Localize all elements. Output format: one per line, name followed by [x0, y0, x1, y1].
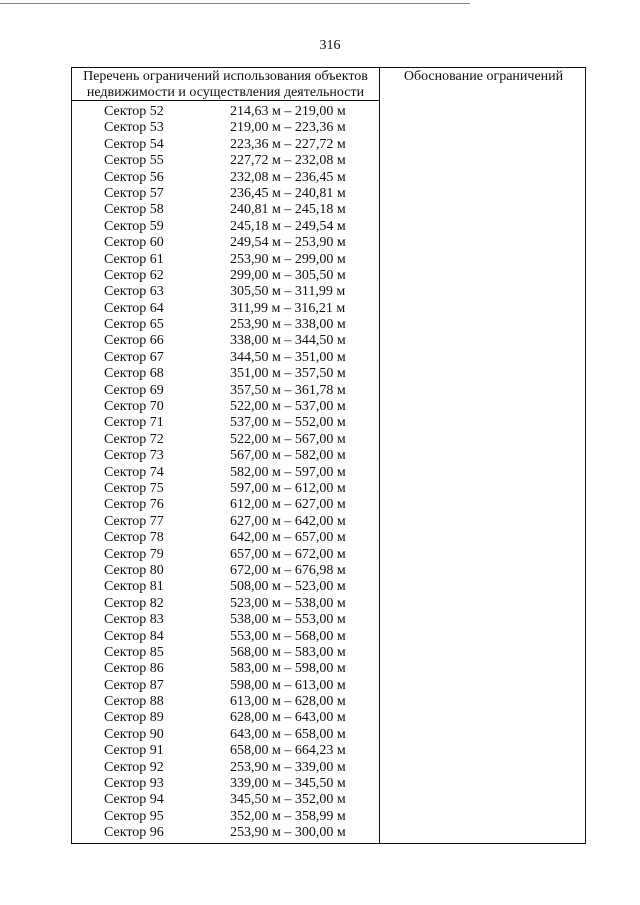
header-restrictions-list: Перечень ограничений использования объектов недвижимости и осуществления деятельности: [72, 68, 379, 101]
table-row: [72, 497, 379, 513]
table-row: [72, 219, 379, 235]
sector-range: 345,50 м – 352,00 м: [230, 792, 346, 808]
sector-name: Сектор 73: [104, 448, 164, 464]
table-row: [72, 645, 379, 661]
sector-range: 219,00 м – 223,36 м: [230, 120, 346, 136]
table-row: [72, 383, 379, 399]
sector-name: Сектор 60: [104, 235, 164, 251]
table-row: [72, 809, 379, 825]
table-row: [72, 186, 379, 202]
sector-range: 357,50 м – 361,78 м: [230, 382, 346, 398]
sector-name: Сектор 76: [104, 497, 164, 513]
table-row: [72, 629, 379, 645]
sector-range: 339,00 м – 345,50 м: [230, 776, 346, 792]
sector-range: 658,00 м – 664,23 м: [230, 743, 346, 759]
table-row: [72, 792, 379, 808]
table-row: [72, 284, 379, 300]
sector-name: Сектор 96: [104, 825, 164, 841]
table-row: [72, 104, 379, 120]
table-row: [72, 268, 379, 284]
table-row: [72, 776, 379, 792]
sector-range: 227,72 м – 232,08 м: [230, 153, 346, 169]
table-row: [72, 120, 379, 136]
page-number: 316: [319, 38, 341, 53]
column-divider: [379, 68, 380, 843]
table-row: [72, 333, 379, 349]
table-row: [72, 710, 379, 726]
table-row: [72, 760, 379, 776]
sector-name: Сектор 68: [104, 366, 164, 382]
table-row: [72, 596, 379, 612]
sector-name: Сектор 88: [104, 694, 164, 710]
table-row: [72, 137, 379, 153]
sector-name: Сектор 82: [104, 595, 164, 611]
sector-range: 522,00 м – 567,00 м: [230, 431, 346, 447]
sector-name: Сектор 86: [104, 661, 164, 677]
sector-range: 642,00 м – 657,00 м: [230, 530, 346, 546]
sector-range: 352,00 м – 358,99 м: [230, 808, 346, 824]
sector-range: 553,00 м – 568,00 м: [230, 628, 346, 644]
table-row: [72, 727, 379, 743]
sector-range: 643,00 м – 658,00 м: [230, 726, 346, 742]
table-row: [72, 350, 379, 366]
table-row: [72, 317, 379, 333]
sector-name: Сектор 85: [104, 644, 164, 660]
table-row: [72, 366, 379, 382]
table-row: [72, 235, 379, 251]
sector-range: 299,00 м – 305,50 м: [230, 267, 346, 283]
sector-range: 249,54 м – 253,90 м: [230, 235, 346, 251]
sector-name: Сектор 87: [104, 677, 164, 693]
sector-name: Сектор 90: [104, 726, 164, 742]
sector-name: Сектор 65: [104, 317, 164, 333]
sector-name: Сектор 72: [104, 431, 164, 447]
table-row: [72, 170, 379, 186]
table-row: [72, 563, 379, 579]
sector-range: 538,00 м – 553,00 м: [230, 612, 346, 628]
sector-name: Сектор 53: [104, 120, 164, 136]
table-row: [72, 514, 379, 530]
sector-range: 657,00 м – 672,00 м: [230, 546, 346, 562]
sector-range: 582,00 м – 597,00 м: [230, 464, 346, 480]
sector-name: Сектор 55: [104, 153, 164, 169]
restrictions-table: [71, 67, 586, 844]
table-row: [72, 481, 379, 497]
table-row: [72, 694, 379, 710]
sector-name: Сектор 52: [104, 104, 164, 119]
sector-range: 253,90 м – 300,00 м: [230, 825, 346, 841]
sector-range: 627,00 м – 642,00 м: [230, 513, 346, 529]
sector-name: Сектор 78: [104, 530, 164, 546]
table-row: [72, 415, 379, 431]
sector-range: 583,00 м – 598,00 м: [230, 661, 346, 677]
sector-name: Сектор 57: [104, 185, 164, 201]
sector-range: 253,90 м – 339,00 м: [230, 759, 346, 775]
sector-name: Сектор 77: [104, 513, 164, 529]
sector-name: Сектор 81: [104, 579, 164, 595]
sector-name: Сектор 79: [104, 546, 164, 562]
table-row: [72, 612, 379, 628]
sector-range: 236,45 м – 240,81 м: [230, 185, 346, 201]
sector-name: Сектор 58: [104, 202, 164, 218]
sector-range: 305,50 м – 311,99 м: [230, 284, 346, 300]
table-row: [72, 153, 379, 169]
sector-range: 344,50 м – 351,00 м: [230, 349, 346, 365]
table-rows: [72, 104, 379, 842]
table-row: [72, 743, 379, 759]
sector-name: Сектор 95: [104, 808, 164, 824]
sector-name: Сектор 66: [104, 333, 164, 349]
sector-name: Сектор 71: [104, 415, 164, 431]
sector-name: Сектор 84: [104, 628, 164, 644]
sector-range: 232,08 м – 236,45 м: [230, 169, 346, 185]
sector-name: Сектор 63: [104, 284, 164, 300]
sector-range: 613,00 м – 628,00 м: [230, 694, 346, 710]
header-justification: Обоснование ограничений: [403, 69, 564, 84]
sector-range: 508,00 м – 523,00 м: [230, 579, 346, 595]
table-row: [72, 530, 379, 546]
sector-range: 523,00 м – 538,00 м: [230, 595, 346, 611]
sector-name: Сектор 54: [104, 136, 164, 152]
table-row: [72, 432, 379, 448]
table-row: [72, 579, 379, 595]
sector-range: 253,90 м – 338,00 м: [230, 317, 346, 333]
table-row: [72, 301, 379, 317]
sector-name: Сектор 69: [104, 382, 164, 398]
sector-name: Сектор 93: [104, 776, 164, 792]
sector-range: 628,00 м – 643,00 м: [230, 710, 346, 726]
sector-name: Сектор 64: [104, 300, 164, 316]
sector-name: Сектор 74: [104, 464, 164, 480]
sector-name: Сектор 80: [104, 562, 164, 578]
top-rule: [0, 3, 470, 4]
sector-name: Сектор 67: [104, 349, 164, 365]
sector-name: Сектор 62: [104, 267, 164, 283]
table-row: [72, 399, 379, 415]
sector-name: Сектор 61: [104, 251, 164, 267]
sector-name: Сектор 83: [104, 612, 164, 628]
table-row: [72, 678, 379, 694]
sector-name: Сектор 59: [104, 218, 164, 234]
sector-range: 597,00 м – 612,00 м: [230, 480, 346, 496]
sector-range: 672,00 м – 676,98 м: [230, 562, 346, 578]
sector-range: 568,00 м – 583,00 м: [230, 644, 346, 660]
table-row: [72, 825, 379, 841]
sector-range: 245,18 м – 249,54 м: [230, 218, 346, 234]
table-row: [72, 202, 379, 218]
sector-name: Сектор 92: [104, 759, 164, 775]
sector-range: 537,00 м – 552,00 м: [230, 415, 346, 431]
table-row: [72, 547, 379, 563]
sector-range: 223,36 м – 227,72 м: [230, 136, 346, 152]
sector-range: 253,90 м – 299,00 м: [230, 251, 346, 267]
sector-range: 351,00 м – 357,50 м: [230, 366, 346, 382]
sector-range: 338,00 м – 344,50 м: [230, 333, 346, 349]
table-row: [72, 661, 379, 677]
sector-range: 240,81 м – 245,18 м: [230, 202, 346, 218]
sector-range: 522,00 м – 537,00 м: [230, 399, 346, 415]
sector-name: Сектор 89: [104, 710, 164, 726]
sector-name: Сектор 70: [104, 399, 164, 415]
table-row: [72, 252, 379, 268]
table-row: [72, 448, 379, 464]
sector-range: 598,00 м – 613,00 м: [230, 677, 346, 693]
sector-range: 612,00 м – 627,00 м: [230, 497, 346, 513]
sector-name: Сектор 56: [104, 169, 164, 185]
sector-name: Сектор 94: [104, 792, 164, 808]
sector-name: Сектор 75: [104, 480, 164, 496]
sector-name: Сектор 91: [104, 743, 164, 759]
sector-range: 214,63 м – 219,00 м: [230, 104, 346, 119]
sector-range: 567,00 м – 582,00 м: [230, 448, 346, 464]
sector-range: 311,99 м – 316,21 м: [230, 300, 346, 316]
table-row: [72, 465, 379, 481]
